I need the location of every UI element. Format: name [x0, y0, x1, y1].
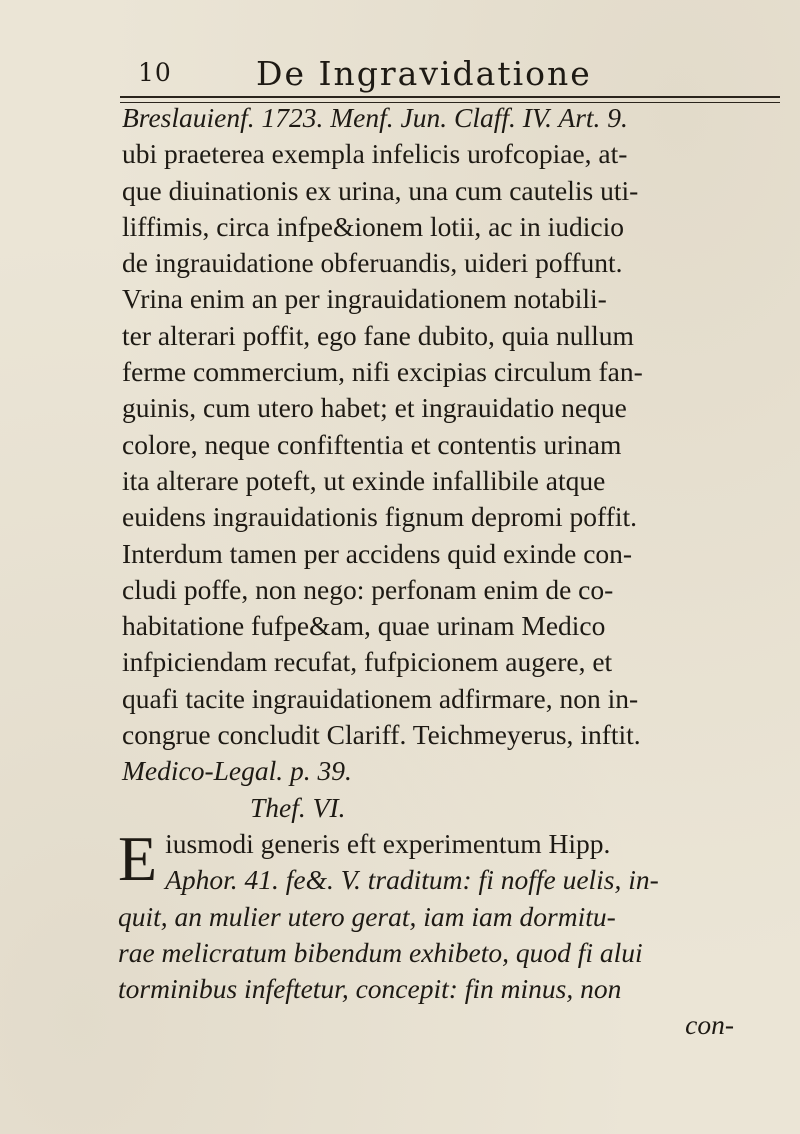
text-line: torminibus infeftetur, concepit: fin minus, non: [118, 973, 622, 1005]
paragraph-1: [118, 100, 778, 790]
text-line: habitatione fufpe&am, quae urinam Medico: [122, 610, 606, 642]
page-number: 10: [138, 58, 172, 87]
text-line: Breslauienf. 1723. Menf. Jun. Claff. IV. Art. 9.: [122, 102, 628, 133]
text-line: quafi tacite ingrauidationem adfirmare, non in-: [122, 682, 639, 714]
text-line: colore, neque confiftentia et contentis urinam: [122, 428, 622, 460]
catchword: con-: [685, 1009, 734, 1041]
paragraph-2-lines: [118, 822, 778, 1007]
page-header: [138, 54, 778, 94]
text-line: quit, an mulier utero gerat, iam iam dormitu-: [118, 900, 616, 932]
text-line: infpiciendam recufat, fufpicionem augere, et: [122, 646, 613, 678]
drop-cap: E: [118, 822, 158, 894]
text-line: Interdum tamen per accidens quid exinde con-: [122, 537, 633, 569]
text-line: ter alterari poffit, ego fane dubito, quia nullum: [122, 319, 634, 351]
text-line: Aphor. 41. fe&. V. traditum: fi noffe uelis, in-: [165, 864, 659, 896]
text-line: congrue concludit Clariff. Teichmeyerus, inftit.: [122, 719, 641, 751]
text-line: cludi poffe, non nego: perfonam enim de co-: [122, 573, 614, 605]
running-head: De Ingravidatione: [256, 54, 592, 93]
text-line: ita alterare poteft, ut exinde infallibile atque: [122, 464, 606, 496]
text-line: ferme commercium, nifi excipias circulum fan-: [122, 356, 643, 388]
text-line: de ingrauidatione obferuandis, uideri poffunt.: [122, 247, 623, 279]
text-line: ubi praeterea exempla infelicis urofcopiae, at-: [122, 138, 628, 170]
paragraph-2: [118, 822, 778, 1007]
text-block: [118, 100, 778, 1044]
text-line: rae melicratum bibendum exhibeto, quod fi alui: [118, 936, 643, 968]
text-line: guinis, cum utero habet; et ingrauidatio neque: [122, 392, 627, 424]
text-line: que diuinationis ex urina, una cum cautelis uti-: [122, 174, 639, 206]
section-title: Thef. VI.: [250, 791, 346, 823]
text-line: iusmodi generis eft experimentum Hipp.: [165, 827, 611, 859]
text-line: Vrina enim an per ingrauidationem notabili-: [122, 283, 607, 315]
text-line: euidens ingrauidationis fignum depromi poffit.: [122, 501, 638, 533]
text-line: liffimis, circa infpe&ionem lotii, ac in iudicio: [122, 210, 625, 242]
text-line: Medico-Legal. p. 39.: [122, 755, 352, 787]
